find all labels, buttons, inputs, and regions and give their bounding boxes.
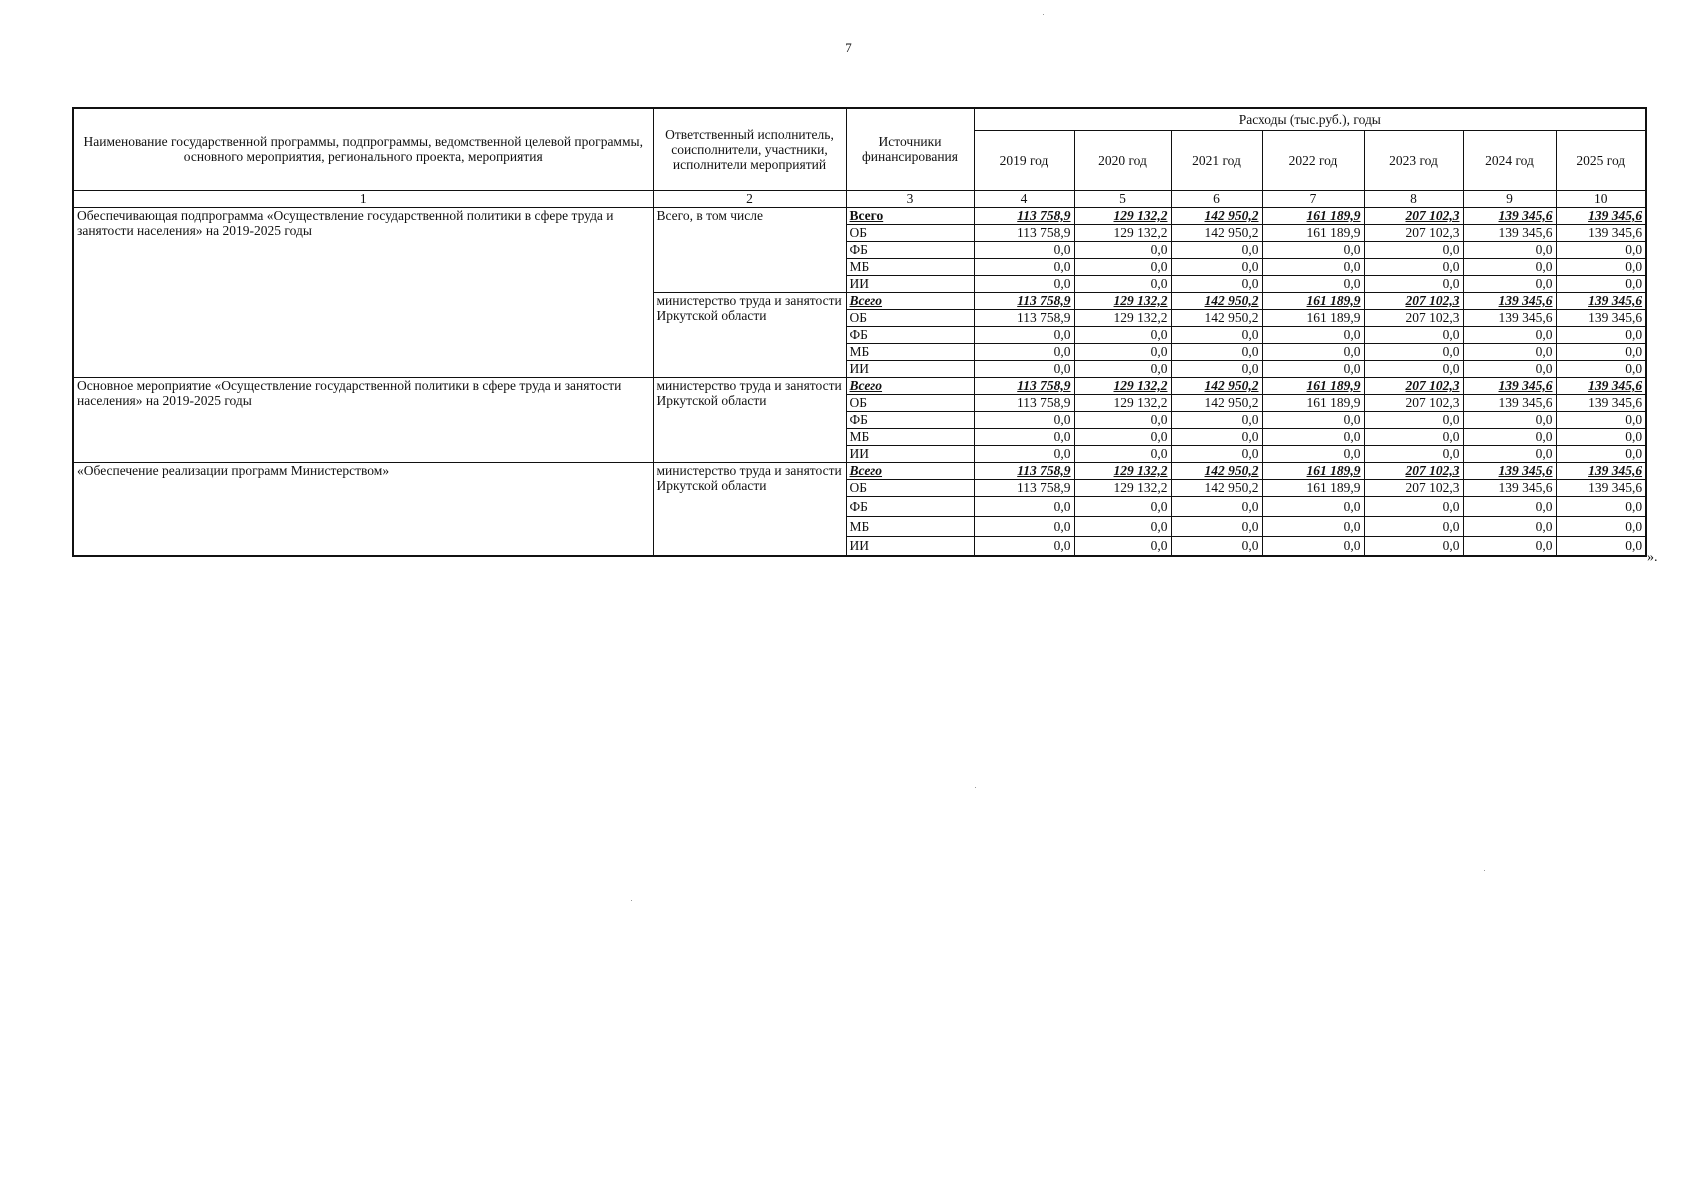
table-row	[73, 462, 1646, 479]
expense-value: 0,0	[1364, 428, 1463, 445]
expense-value: 113 758,9	[974, 207, 1074, 224]
expense-value: 0,0	[1364, 275, 1463, 292]
expense-value: 0,0	[1171, 343, 1262, 360]
expense-value: 0,0	[1556, 360, 1646, 377]
table-row	[73, 207, 1646, 224]
expense-value: 142 950,2	[1171, 292, 1262, 309]
column-number: 3	[846, 190, 974, 207]
expense-value: 0,0	[1556, 496, 1646, 516]
expense-value: 161 189,9	[1262, 224, 1364, 241]
expense-value: 207 102,3	[1364, 377, 1463, 394]
closing-quote-mark: ».	[1647, 550, 1658, 565]
header-year: 2022 год	[1262, 130, 1364, 190]
header-expenses: Расходы (тыс.руб.), годы	[974, 108, 1646, 130]
expense-value: 207 102,3	[1364, 462, 1463, 479]
expense-value: 0,0	[1556, 445, 1646, 462]
expense-value: 0,0	[1262, 275, 1364, 292]
expense-value: 0,0	[1074, 360, 1171, 377]
expense-value: 0,0	[1074, 275, 1171, 292]
expense-value: 0,0	[1262, 343, 1364, 360]
expense-value: 139 345,6	[1463, 394, 1556, 411]
executor-name: министерство труда и занятости Иркутской области	[653, 377, 846, 462]
expense-value: 0,0	[1556, 241, 1646, 258]
expense-value: 139 345,6	[1463, 377, 1556, 394]
expense-value: 207 102,3	[1364, 394, 1463, 411]
expense-value: 0,0	[1364, 360, 1463, 377]
expense-value: 129 132,2	[1074, 479, 1171, 496]
column-number: 4	[974, 190, 1074, 207]
expense-value: 0,0	[1074, 445, 1171, 462]
scan-speck	[1043, 14, 1044, 15]
expense-value: 0,0	[1262, 326, 1364, 343]
funding-source: ИИ	[846, 445, 974, 462]
column-number: 10	[1556, 190, 1646, 207]
expense-value: 142 950,2	[1171, 309, 1262, 326]
expense-value: 139 345,6	[1463, 224, 1556, 241]
funding-source: МБ	[846, 343, 974, 360]
expense-value: 0,0	[974, 516, 1074, 536]
expense-value: 0,0	[1074, 516, 1171, 536]
expense-value: 113 758,9	[974, 224, 1074, 241]
expense-value: 0,0	[1463, 516, 1556, 536]
expense-value: 139 345,6	[1463, 479, 1556, 496]
expense-value: 142 950,2	[1171, 377, 1262, 394]
expense-value: 0,0	[1262, 411, 1364, 428]
program-name: Основное мероприятие «Осуществление государственной политики в сфере труда и занятости населения» на 2019-2025 годы	[73, 377, 653, 462]
header-year: 2020 год	[1074, 130, 1171, 190]
executor-name: Всего, в том числе	[653, 207, 846, 292]
expense-value: 142 950,2	[1171, 394, 1262, 411]
expense-value: 0,0	[1556, 411, 1646, 428]
expense-value: 129 132,2	[1074, 462, 1171, 479]
expense-value: 207 102,3	[1364, 479, 1463, 496]
expense-value: 161 189,9	[1262, 394, 1364, 411]
column-number: 6	[1171, 190, 1262, 207]
expense-value: 129 132,2	[1074, 377, 1171, 394]
expense-value: 139 345,6	[1556, 394, 1646, 411]
expense-value: 0,0	[974, 241, 1074, 258]
header-source-column: Источники финансирования	[846, 108, 974, 190]
expense-value: 129 132,2	[1074, 394, 1171, 411]
header-name-column: Наименование государственной программы, подпрограммы, ведомственной целевой программы, основного мероприятия, регионального проекта, мероприятия	[73, 108, 653, 190]
expense-value: 0,0	[1074, 428, 1171, 445]
expense-value: 0,0	[1171, 258, 1262, 275]
expense-value: 0,0	[1171, 496, 1262, 516]
scan-speck	[1484, 870, 1485, 871]
column-number: 1	[73, 190, 653, 207]
expense-value: 0,0	[1364, 536, 1463, 556]
expense-value: 113 758,9	[974, 394, 1074, 411]
expense-value: 161 189,9	[1262, 207, 1364, 224]
program-name: Обеспечивающая подпрограмма «Осуществление государственной политики в сфере труда и занятости населения» на 2019-2025 годы	[73, 207, 653, 377]
expense-value: 139 345,6	[1556, 207, 1646, 224]
expense-value: 0,0	[1074, 496, 1171, 516]
expense-value: 0,0	[1262, 445, 1364, 462]
column-number: 7	[1262, 190, 1364, 207]
expense-value: 0,0	[1171, 536, 1262, 556]
expense-value: 0,0	[1364, 326, 1463, 343]
expense-value: 113 758,9	[974, 377, 1074, 394]
expense-value: 139 345,6	[1556, 309, 1646, 326]
expense-value: 0,0	[1074, 536, 1171, 556]
expense-value: 0,0	[1171, 516, 1262, 536]
expense-value: 0,0	[1364, 516, 1463, 536]
expense-value: 161 189,9	[1262, 292, 1364, 309]
expense-value: 0,0	[1171, 275, 1262, 292]
funding-source: ИИ	[846, 275, 974, 292]
funding-source: МБ	[846, 516, 974, 536]
expense-value: 0,0	[1463, 428, 1556, 445]
header-year: 2025 год	[1556, 130, 1646, 190]
funding-source: ФБ	[846, 241, 974, 258]
expense-value: 0,0	[974, 445, 1074, 462]
funding-source: Всего	[846, 462, 974, 479]
expense-value: 0,0	[1463, 241, 1556, 258]
expense-value: 0,0	[1171, 428, 1262, 445]
funding-source: Всего	[846, 292, 974, 309]
expense-value: 129 132,2	[1074, 224, 1171, 241]
page-number: 7	[845, 40, 852, 55]
expense-value: 0,0	[1364, 411, 1463, 428]
funding-source: ИИ	[846, 536, 974, 556]
expense-value: 0,0	[974, 428, 1074, 445]
expense-value: 142 950,2	[1171, 224, 1262, 241]
expense-value: 139 345,6	[1556, 462, 1646, 479]
expense-value: 0,0	[1262, 360, 1364, 377]
expense-value: 0,0	[1556, 326, 1646, 343]
expense-value: 0,0	[1463, 445, 1556, 462]
header-year: 2023 год	[1364, 130, 1463, 190]
expense-value: 0,0	[974, 275, 1074, 292]
expense-value: 139 345,6	[1463, 207, 1556, 224]
expense-value: 161 189,9	[1262, 462, 1364, 479]
expense-value: 0,0	[1364, 343, 1463, 360]
expense-value: 0,0	[1171, 411, 1262, 428]
funding-source: ФБ	[846, 326, 974, 343]
expense-value: 142 950,2	[1171, 479, 1262, 496]
expense-value: 0,0	[974, 326, 1074, 343]
column-number: 8	[1364, 190, 1463, 207]
expense-value: 0,0	[1556, 428, 1646, 445]
expense-value: 0,0	[1262, 241, 1364, 258]
funding-source: ОБ	[846, 224, 974, 241]
expense-value: 0,0	[974, 343, 1074, 360]
table-header	[73, 108, 1646, 207]
expense-value: 207 102,3	[1364, 224, 1463, 241]
expense-value: 139 345,6	[1463, 292, 1556, 309]
budget-table	[72, 107, 1647, 557]
expense-value: 0,0	[1074, 241, 1171, 258]
expense-value: 0,0	[1074, 258, 1171, 275]
column-number: 5	[1074, 190, 1171, 207]
expense-value: 0,0	[1556, 536, 1646, 556]
expense-value: 0,0	[1463, 275, 1556, 292]
expense-value: 0,0	[1171, 326, 1262, 343]
expense-value: 129 132,2	[1074, 292, 1171, 309]
header-executor-column: Ответственный исполнитель, соисполнители, участники, исполнители мероприятий	[653, 108, 846, 190]
expense-value: 139 345,6	[1556, 224, 1646, 241]
program-name: «Обеспечение реализации программ Министерством»	[73, 462, 653, 556]
expense-value: 207 102,3	[1364, 292, 1463, 309]
expense-value: 0,0	[1463, 258, 1556, 275]
expense-value: 113 758,9	[974, 292, 1074, 309]
scan-speck	[631, 900, 632, 901]
expense-value: 139 345,6	[1556, 377, 1646, 394]
funding-source: ОБ	[846, 309, 974, 326]
column-number: 9	[1463, 190, 1556, 207]
funding-source: ОБ	[846, 479, 974, 496]
executor-name: министерство труда и занятости Иркутской области	[653, 462, 846, 556]
expense-value: 0,0	[1262, 516, 1364, 536]
expense-value: 0,0	[1262, 536, 1364, 556]
expense-value: 0,0	[1463, 411, 1556, 428]
expense-value: 0,0	[1556, 275, 1646, 292]
funding-source: МБ	[846, 258, 974, 275]
expense-value: 0,0	[1262, 496, 1364, 516]
expense-value: 0,0	[1364, 241, 1463, 258]
scan-speck	[975, 787, 976, 788]
expense-value: 0,0	[1171, 445, 1262, 462]
expense-value: 0,0	[1463, 496, 1556, 516]
expense-value: 161 189,9	[1262, 309, 1364, 326]
expense-value: 0,0	[974, 411, 1074, 428]
expense-value: 139 345,6	[1463, 309, 1556, 326]
expense-value: 0,0	[974, 360, 1074, 377]
expense-value: 0,0	[1463, 360, 1556, 377]
funding-source: ФБ	[846, 496, 974, 516]
expense-value: 0,0	[1463, 536, 1556, 556]
expense-value: 207 102,3	[1364, 207, 1463, 224]
expense-value: 0,0	[1171, 360, 1262, 377]
expense-value: 0,0	[1074, 411, 1171, 428]
expense-value: 0,0	[1364, 258, 1463, 275]
expense-value: 0,0	[1262, 428, 1364, 445]
funding-source: МБ	[846, 428, 974, 445]
expense-value: 161 189,9	[1262, 479, 1364, 496]
funding-source: Всего	[846, 207, 974, 224]
expense-value: 0,0	[974, 258, 1074, 275]
expense-value: 113 758,9	[974, 462, 1074, 479]
expense-value: 113 758,9	[974, 309, 1074, 326]
table-row	[73, 377, 1646, 394]
expense-value: 0,0	[1556, 343, 1646, 360]
expense-value: 139 345,6	[1463, 462, 1556, 479]
funding-source: ФБ	[846, 411, 974, 428]
expense-value: 0,0	[1556, 258, 1646, 275]
expense-value: 0,0	[1463, 326, 1556, 343]
table-body	[73, 207, 1646, 556]
expense-value: 0,0	[1364, 496, 1463, 516]
expense-value: 207 102,3	[1364, 309, 1463, 326]
header-year: 2024 год	[1463, 130, 1556, 190]
funding-source: ОБ	[846, 394, 974, 411]
expense-value: 0,0	[974, 536, 1074, 556]
funding-source: ИИ	[846, 360, 974, 377]
expense-value: 161 189,9	[1262, 377, 1364, 394]
expense-value: 129 132,2	[1074, 309, 1171, 326]
executor-name: министерство труда и занятости Иркутской области	[653, 292, 846, 377]
expense-value: 0,0	[1262, 258, 1364, 275]
header-year: 2021 год	[1171, 130, 1262, 190]
expense-value: 0,0	[1074, 343, 1171, 360]
expense-value: 139 345,6	[1556, 479, 1646, 496]
expense-value: 0,0	[974, 496, 1074, 516]
expense-value: 113 758,9	[974, 479, 1074, 496]
expense-value: 0,0	[1364, 445, 1463, 462]
expense-value: 142 950,2	[1171, 207, 1262, 224]
expense-value: 0,0	[1171, 241, 1262, 258]
funding-source: Всего	[846, 377, 974, 394]
header-year: 2019 год	[974, 130, 1074, 190]
expense-value: 0,0	[1556, 516, 1646, 536]
expense-value: 0,0	[1074, 326, 1171, 343]
expense-value: 129 132,2	[1074, 207, 1171, 224]
expense-value: 139 345,6	[1556, 292, 1646, 309]
column-number: 2	[653, 190, 846, 207]
expense-value: 0,0	[1463, 343, 1556, 360]
expense-value: 142 950,2	[1171, 462, 1262, 479]
